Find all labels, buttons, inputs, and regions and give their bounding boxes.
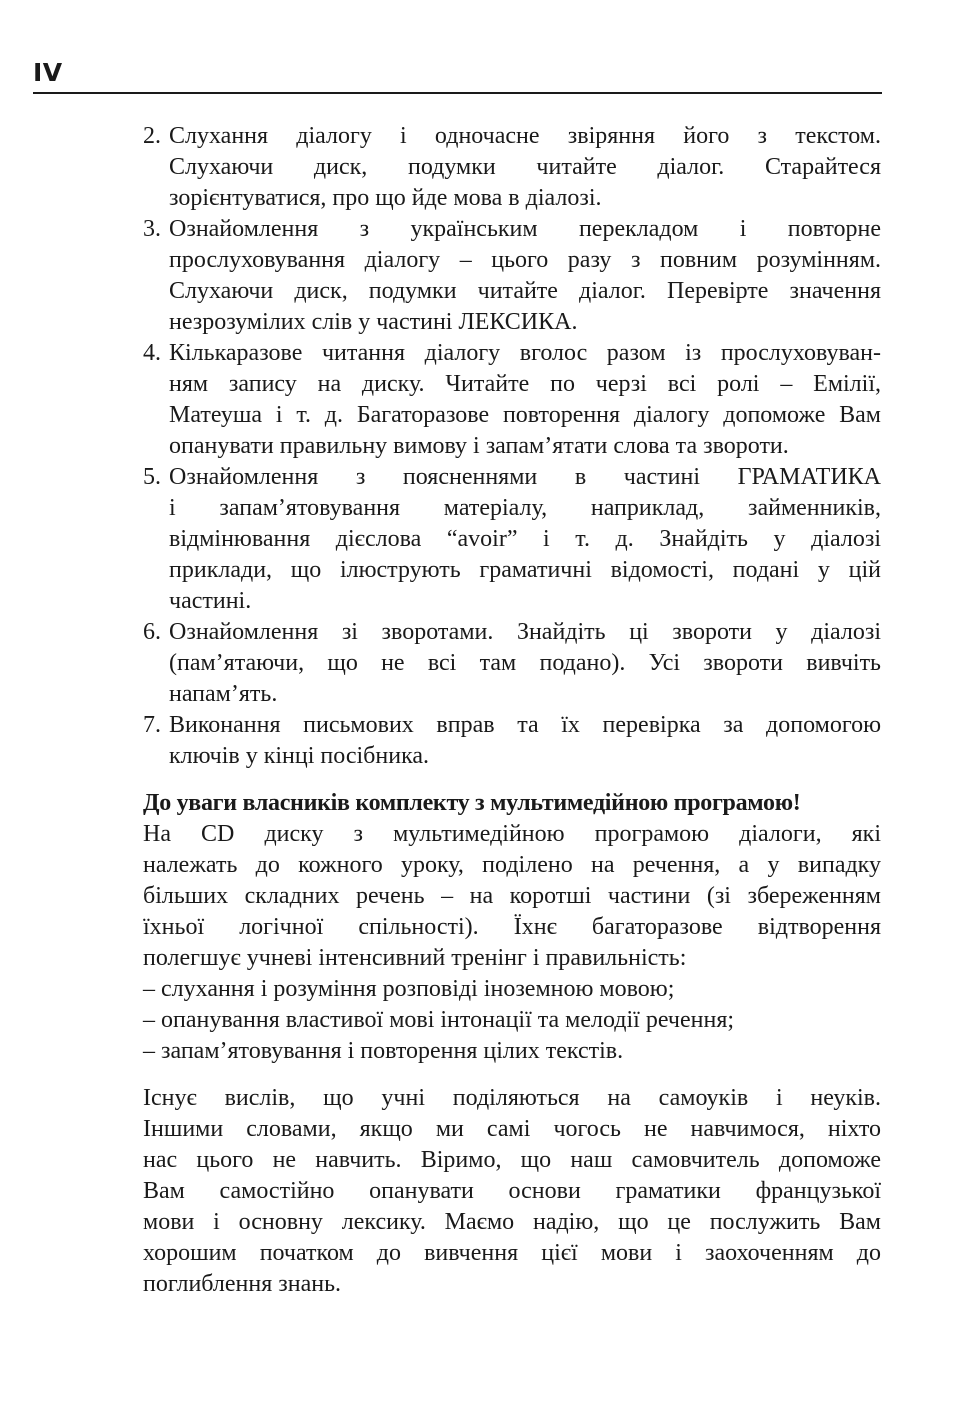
page-content	[143, 121, 881, 1300]
text-line: відмінювання дієслова “avoir” і т. д. Знайдіть у діалозі	[169, 526, 881, 552]
step-text	[169, 710, 881, 772]
text-line: і запам’ятовування матеріалу, наприклад, займенників,	[169, 495, 881, 521]
text-line: Слухаючи диск, подумки читайте діалог. Перевірте значення	[169, 278, 881, 304]
step-item	[143, 214, 881, 338]
text-line: Слухання діалогу і одночасне звіряння його з текстом.	[169, 123, 881, 149]
step-item	[143, 338, 881, 462]
text-line: Ознайомлення з поясненнями в частині ГРАМАТИКА	[169, 464, 881, 490]
page-header	[33, 58, 882, 94]
text-line: Кількаразове читання діалогу вголос разом із прослуховуван-	[169, 340, 881, 366]
text-line: Слухаючи диск, подумки читайте діалог. Старайтеся	[169, 154, 881, 180]
step-number: 6.	[143, 619, 161, 645]
step-number: 2.	[143, 123, 161, 149]
step-text	[169, 214, 881, 338]
step-text	[169, 617, 881, 710]
text-line: поглиблення знань.	[143, 1271, 342, 1297]
step-item	[143, 121, 881, 214]
text-line: Ознайомлення з українським перекладом і повторне	[169, 216, 881, 242]
header-rule	[33, 92, 882, 94]
step-item	[143, 617, 881, 710]
step-item	[143, 462, 881, 617]
step-item	[143, 710, 881, 772]
bullet-item: – слухання і розуміння розповіді іноземною мовою;	[143, 976, 675, 1002]
text-line: Існує вислів, що учні поділяються на самоуків і неуків.	[143, 1085, 881, 1111]
notice-paragraph	[143, 819, 881, 974]
text-line: ключів у кінці посібника.	[169, 743, 430, 769]
step-text	[169, 338, 881, 462]
text-line: Ознайомлення зі зворотами. Знайдіть ці звороти у діалозі	[169, 619, 881, 645]
page-number: IV	[33, 58, 63, 87]
text-line: незрозумілих слів у частині ЛЕКСИКА.	[169, 309, 578, 335]
step-number: 3.	[143, 216, 161, 242]
text-line: Вам самостійно опанувати основи граматики французької	[143, 1178, 881, 1204]
text-line: (пам’ятаючи, що не всі там подано). Усі звороти вивчіть	[169, 650, 881, 676]
text-line: приклади, що ілюструють граматичні відомості, подані у цій	[169, 557, 881, 583]
notice-title: До уваги власників комплекту з мультимедійною програмою!	[143, 790, 801, 816]
text-line: Виконання письмових вправ та їх перевірка за допомогою	[169, 712, 881, 738]
step-text	[169, 462, 881, 617]
text-line: Матеуша і т. д. Багаторазове повторення діалогу допоможе Вам	[169, 402, 881, 428]
text-line: мови і основну лексику. Маємо надію, що це послужить Вам	[143, 1209, 881, 1235]
text-line: напам’ять.	[169, 681, 278, 707]
step-number: 5.	[143, 464, 161, 490]
closing-paragraph	[143, 1083, 881, 1300]
step-text	[169, 121, 881, 214]
text-line: належать до кожного уроку, поділено на речення, а у випадку	[143, 852, 881, 878]
text-line: Іншими словами, якщо ми самі чогось не навчимося, ніхто	[143, 1116, 881, 1142]
step-number: 7.	[143, 712, 161, 738]
multimedia-notice	[143, 788, 881, 1067]
text-line: прослуховування діалогу – цього разу з повним розумінням.	[169, 247, 881, 273]
text-line: ням запису на диску. Читайте по черзі всі ролі – Емілії,	[169, 371, 881, 397]
step-number: 4.	[143, 340, 161, 366]
text-line: частині.	[169, 588, 252, 614]
text-line: більших складних речень – на коротші частини (зі збереженням	[143, 883, 881, 909]
text-line: нас цього не навчить. Віримо, що наш самовчитель допоможе	[143, 1147, 881, 1173]
text-line: зорієнтуватися, про що йде мова в діалозі.	[169, 185, 602, 211]
text-line: На CD диску з мультимедійною програмою діалоги, які	[143, 821, 881, 847]
bullet-item: – опанування властивої мові інтонації та мелодії речення;	[143, 1007, 735, 1033]
text-line: опанувати правильну вимову і запам’ятати слова та звороти.	[169, 433, 789, 459]
text-line: їхньої логічної спільності). Їхнє багаторазове відтворення	[143, 914, 881, 940]
study-steps-list	[143, 121, 881, 772]
notice-bullet-list	[143, 974, 881, 1067]
bullet-item: – запам’ятовування і повторення цілих текстів.	[143, 1038, 624, 1064]
text-line: хорошим початком до вивчення цієї мови і заохоченням до	[143, 1240, 881, 1266]
text-line: полегшує учневі інтенсивний тренінг і правильність:	[143, 945, 687, 971]
